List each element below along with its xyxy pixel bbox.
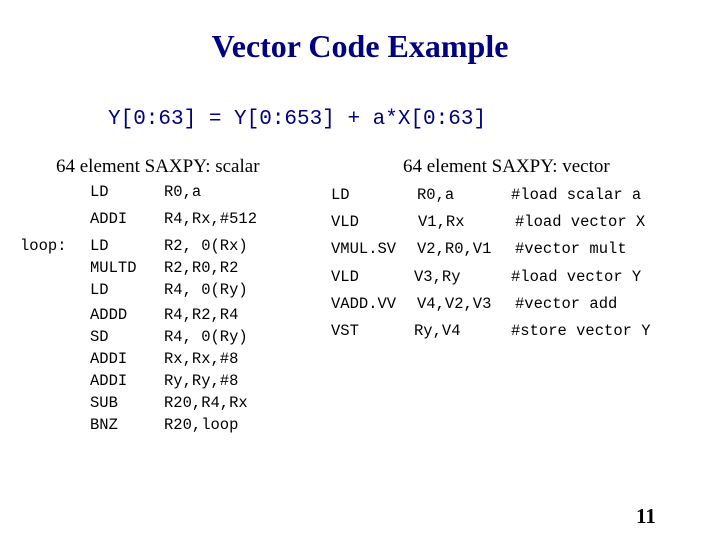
vector-instruction-op: VLD bbox=[331, 213, 359, 231]
vector-instruction-comment: #vector add bbox=[515, 295, 618, 313]
vector-instruction-op: VLD bbox=[331, 268, 359, 286]
vector-instruction-args: V1,Rx bbox=[418, 213, 465, 231]
scalar-instruction-op: LD bbox=[90, 237, 109, 255]
scalar-instruction-args: Rx,Rx,#8 bbox=[164, 350, 239, 368]
vector-instruction-comment: #load scalar a bbox=[511, 186, 642, 204]
scalar-instruction-op: ADDI bbox=[90, 210, 128, 228]
vector-instruction-op: VADD.VV bbox=[331, 295, 397, 313]
scalar-instruction-op: ADDI bbox=[90, 372, 128, 390]
vector-instruction-op: VMUL.SV bbox=[331, 240, 397, 258]
vector-code-heading: 64 element SAXPY: vector bbox=[403, 156, 610, 177]
scalar-code-heading: 64 element SAXPY: scalar bbox=[56, 156, 260, 177]
vector-instruction-args: V4,V2,V3 bbox=[417, 295, 492, 313]
scalar-instruction-args: R20,R4,Rx bbox=[164, 394, 248, 412]
scalar-instruction-op: BNZ bbox=[90, 416, 118, 434]
page-number: 11 bbox=[636, 504, 656, 528]
slide-title: Vector Code Example bbox=[211, 28, 509, 64]
scalar-instruction-op: LD bbox=[90, 281, 109, 299]
scalar-instruction-args: R2, 0(Rx) bbox=[164, 237, 248, 255]
vector-instruction-args: Ry,V4 bbox=[414, 322, 461, 340]
vector-instruction-args: V2,R0,V1 bbox=[417, 240, 492, 258]
scalar-instruction-args: R20,loop bbox=[164, 416, 239, 434]
scalar-instruction-op: ADDI bbox=[90, 350, 128, 368]
scalar-instruction-op: SD bbox=[90, 328, 109, 346]
vector-instruction-op: LD bbox=[331, 186, 350, 204]
scalar-instruction-op: MULTD bbox=[90, 259, 137, 277]
scalar-instruction-op: SUB bbox=[90, 394, 118, 412]
vector-instruction-comment: #load vector X bbox=[515, 213, 646, 231]
scalar-instruction-args: R4, 0(Ry) bbox=[164, 328, 248, 346]
vector-instruction-comment: #store vector Y bbox=[511, 322, 651, 340]
vector-instruction-comment: #load vector Y bbox=[511, 268, 642, 286]
scalar-instruction-op: ADDD bbox=[90, 306, 128, 324]
scalar-instruction-args: Ry,Ry,#8 bbox=[164, 372, 239, 390]
vector-instruction-op: VST bbox=[331, 322, 359, 340]
scalar-instruction-op: LD bbox=[90, 183, 109, 201]
scalar-instruction-args: R4, 0(Ry) bbox=[164, 281, 248, 299]
vector-instruction-args: V3,Ry bbox=[414, 268, 461, 286]
saxpy-equation: Y[0:63] = Y[0:653] + a*X[0:63] bbox=[108, 108, 487, 131]
scalar-instruction-args: R4,Rx,#512 bbox=[164, 210, 258, 228]
scalar-instruction-args: R4,R2,R4 bbox=[164, 306, 239, 324]
scalar-instruction-args: R0,a bbox=[164, 183, 202, 201]
vector-instruction-args: R0,a bbox=[417, 186, 455, 204]
vector-instruction-comment: #vector mult bbox=[515, 240, 627, 258]
scalar-instruction-args: R2,R0,R2 bbox=[164, 259, 239, 277]
scalar-loop-label: loop: bbox=[20, 237, 67, 255]
